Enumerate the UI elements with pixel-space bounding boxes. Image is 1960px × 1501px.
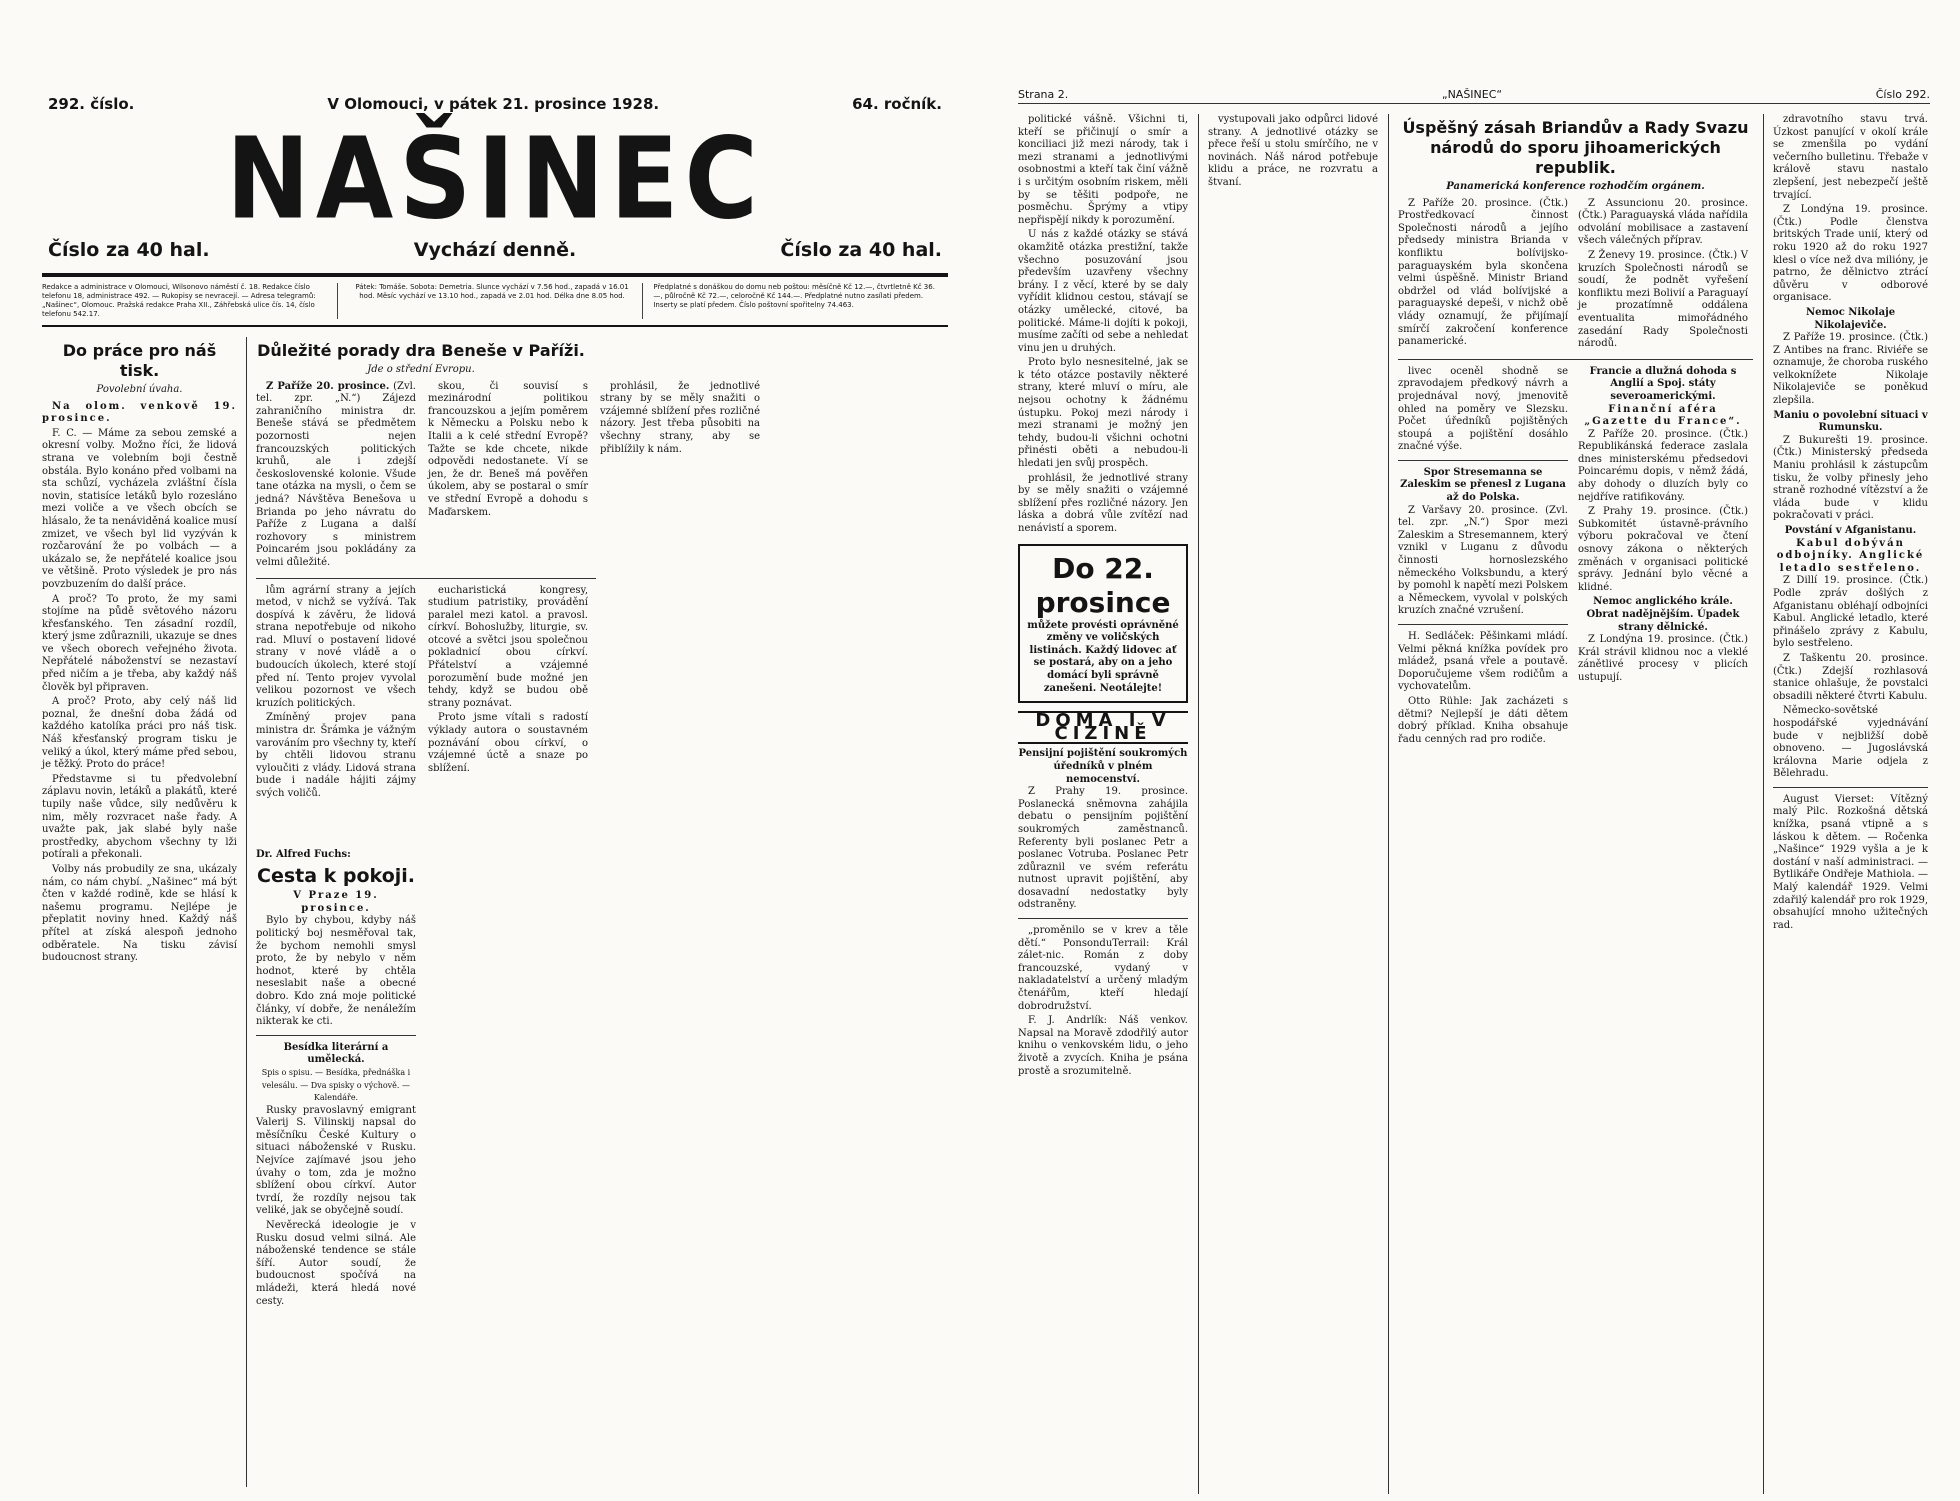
article-paragraph: August Vierset: Vítězný malý Pilc. Rozkošná dětská knížka, psaná vtipně a s láskou k dětem. — Ročenka „Našince“ 1929 vyšla a je k dostání v naší administraci. — Bytlikáře Ondřeje Mathiola. — Malý kalendář 1929. Velmi zdařilý kalendář pro rok 1929, obsahující mnoho užitečných rad.	[1773, 793, 1928, 931]
page2-columns	[1018, 114, 1930, 1501]
issue-number: 292. číslo.	[48, 95, 135, 113]
news-headline: Pensijní pojištění soukromých úředníků v plném nemocenství.	[1018, 748, 1188, 785]
article-column	[428, 585, 588, 1311]
date-place: V Olomouci, v pátek 21. prosince 1928.	[327, 95, 660, 113]
news-paragraph: Z Prahy 19. prosince. (Čtk.) Subkomitét ústavně-právního výboru pokračoval ve čtení osnovy zákona o některých změnách v organisaci politické správy. Jednání bylo věcné a klidné.	[1578, 506, 1748, 593]
news-paragraph: Z Varšavy 20. prosince. (Zvl. tel. zpr. „N.“) Spor mezi Zaleskim a Stresemannem, který vznikl v Luganu z důvodu činnosti hornoslezského německého Volksbundu, a který by pomohl k napětí mezi Polskem a Německem, vyvolal v polských kruzích značné vzrušení.	[1398, 504, 1568, 617]
article-paragraph: Zmíněný projev pana ministra dr. Šrámka je vážným varováním pro všechny ty, kteří by chtěli lidovou stranu vyloučiti z vlády. Lidová strana bude i nadále hájiti zájmy svých voličů.	[256, 712, 416, 799]
article-paragraph: „proměnilo se v krev a těle dětí.“ PonsonduTerrail: Král zálet-nic. Román z doby francouzské, vydaný v nakladatelství a určený mladým čtenářům, kteří hledají dobrodružství.	[1018, 925, 1188, 1012]
article-paragraph: skou, či souvisí s mezinárodní politikou francouzskou a jejím poměrem k Německu a Polsku nebo k Italii a k celé střední Evropě? Tažte se kde chcete, nikde odpovědi nedostanete. Ví se jen, že dr. Beneš má pověřen úkolem, aby se postaral o smír ve střední Evropě a dohodu s Maďarskem.	[428, 380, 588, 518]
article-paragraph: prohlásil, že jednotlivé strany by se měly snažiti o vzájemné sblížení přes rozličné názory. Jest třeba působiti na všechny strany, aby se přiblížily k nám.	[600, 380, 760, 455]
section-rule	[1018, 918, 1188, 919]
masthead-rule-bottom	[42, 325, 948, 327]
column-rule	[1388, 114, 1389, 1494]
section-rule	[1773, 787, 1928, 788]
voter-list-notice	[1018, 544, 1188, 704]
article-paragraph: Z Ženevy 19. prosince. (Čtk.) V kruzích Společnosti národů se soudí, že podnět vyřešení konfliktu mezi Bolivií a Paraguayí je prozatímně oddálena eventualita mimořádného zasedání Rady Společnosti národů.	[1578, 249, 1748, 350]
article-paragraph: Nevěrecká ideologie je v Rusku dosud velmi silná. Ale náboženské tendence se stále šíří. Autor soudí, že budoucnost spočívá na mládeži, která hledá nové cesty.	[256, 1220, 416, 1307]
notice-text: můžete provésti oprávněné změny ve voličských listinách. Každý lidovec ať se postará, aby on a jeho domácí byli správně zanešeni. Neotálejte!	[1027, 619, 1179, 694]
article-column	[428, 381, 588, 572]
article-title: Do práce pro náš tisk.	[62, 341, 217, 380]
article-column	[256, 585, 416, 1311]
news-paragraph: Z Dillí 19. prosince. (Čtk.) Podle zpráv došlých z Afganistanu obléhají odbojníci Kabul. Anglické letadlo, které přinášelo zprávy z Kabulu, bylo sestřeleno.	[1773, 575, 1928, 650]
news-paragraph: Z Prahy 19. prosince. Poslanecká sněmovna zahájila debatu o pensijním pojištění soukromých zaměstnanců. Referenty byli poslanec Petr a poslanec Votruba. Poslanec Petr zdůraznil ve svém referátu nutnost upravit pojištění, aby dosavadní nedostatky byly odstraněny.	[1018, 786, 1188, 911]
news-paragraph: Německo-sovětské hospodářské vyjednávání bude v nejbližší době obnoveno. — Jugoslávská královna Marie odjela z Bělehradu.	[1773, 705, 1928, 780]
price-right: Číslo za 40 hal.	[780, 239, 942, 261]
article-column	[600, 381, 760, 572]
news-paragraph: Z Londýna 19. prosince. (Čtk.) Král strávil klidnou noc a vleklé zánětlivé procesy v plicích ustupují.	[1578, 634, 1748, 683]
article-column	[1578, 366, 1748, 749]
news-headline: Spor Stresemanna se Zaleskim se přenesl z Lugana až do Polska.	[1400, 466, 1566, 504]
page-paper-name: „NAŠINEC“	[1441, 88, 1503, 101]
feuilleton-subheading: Spis o spisu. — Besídka, přednáška i velesálu. — Dva spisky o výchově. — Kalendáře.	[261, 1067, 411, 1103]
article-paragraph: A proč? Proto, aby celý náš lid poznal, že dnešní doba žádá od každého katolíka práci pro náš tisk. Náš křesťanský program tisku je veliký a úkol, který máme před sebou, je těžký. Proto do práce!	[42, 696, 237, 771]
article-column	[1578, 198, 1748, 353]
front-columns	[42, 337, 948, 1497]
column-rule	[246, 337, 247, 1487]
article-paragraph: Volby nás probudily ze sna, ukázaly nám, co nám chybí. „Našinec“ má být čten v každé rodině, kde se hlásí k našemu programu. Nejlépe je přeplatit noviny hned. Každý náš přítel at získá alespoň jednoho odběratele. Na tisku závisí budoucnost strany.	[42, 863, 237, 964]
lower-row	[1398, 366, 1753, 749]
section-rule	[1398, 359, 1753, 360]
article-title: Úspěšný zásah Briandův a Rady Svazu národů do sporu jihoamerických republik.	[1402, 118, 1749, 177]
lower-row	[256, 585, 946, 1311]
article-paragraph: Proto bylo nesnesitelné, jak se k této otázce postavily některé strany, které mluví o míru, ale nejsou ochotny k žádnému ústupku. Pokoj mezi národy i mezi stranami je možný jen tehdy, budou-li všichni ochotni přinésti oběti a nebudou-li hledati jen svůj prospěch.	[1018, 357, 1188, 470]
section-rule	[256, 1035, 416, 1036]
article-paragraph: Představme si tu předvolební záplavu novin, letáků a plakátů, které tupily naše vůdce, sily nedůvěru k nim, měly rozvracet naše řady. A uvažte pak, jak slabé byly naše prostředky, abychom všechny ty lži potírali a překonali.	[42, 773, 237, 861]
column-e	[1773, 114, 1928, 934]
article-paragraph: A proč? To proto, že my sami stojíme na půdě světového názoru křesťanského. Ten zásadní rozdíl, který jsme zdůraznili, ukazuje se dnes ve všech oborech veřejného života. Nepřátelé náboženství se nezastaví před ničím a je třeba, aby každý náš člověk byl připraven.	[42, 593, 237, 693]
article-paragraph: vystupovali jako odpůrci lidové strany. A jednotlivé otázky se přece řeší u stolu smírčího, ne v novinách. Náš národ potřebuje klidu a práce, ne rozvratu a štvaní.	[1208, 114, 1378, 188]
section-heading: DOMA I V CIZINĚ	[1018, 711, 1188, 744]
column-b	[1208, 114, 1378, 192]
masthead-rule	[42, 273, 948, 277]
section-rule	[1398, 624, 1568, 625]
article-paragraph: (Zvl. tel. zpr. „N.“) Zájezd zahraničního ministra dr. Beneše stává se předmětem pozornosti nejen francouzských politických kruhů, ale i zdejší československé kolonie. Všude tane otázka na mysli, o čem se jedná? Návštěva Benešova u Brianda po jeho návratu do Paříže z Lugana a další rozhovory s ministrem Poincarém jsou pokládány za velmi důležité.	[256, 380, 416, 568]
article-paragraph: Z Paříže 20. prosince. (Čtk.) Prostředkovací činnost Společnosti národů a jejího předsedy ministra Brianda v konfliktu bolívijsko-paraguayském byla skončena velmi úspěšně. Ministr Briand obdržel od vlád bolívijské a paraguayské depeši, v nichž obě vlády oznamují, že přijímají smírčí zakročení konference panamerické.	[1398, 197, 1568, 348]
article-paragraph: Z Assuncionu 20. prosince. (Čtk.) Paraguayská vláda nařídila odvolání mobilisace a zastavení všech válečných příprav.	[1578, 197, 1748, 247]
info-calendar: Pátek: Tomáše. Sobota: Demetria. Slunce vychází v 7.56 hod., zapadá v 16.01 hod. Měsíc vychází ve 13.10 hod., zapadá ve 2.01 hod. Délka dne 8.05 hod.	[348, 283, 644, 319]
news-paragraph: Z Paříže 19. prosince. (Čtk.) Z Antibes na franc. Riviéře se oznamuje, že choroba ruského velkoknížete Nikolaje Nikolajeviče se poněkud zlepšila.	[1773, 332, 1928, 407]
article-dateline: Z Paříže 20. prosince.	[266, 380, 390, 392]
section-rule	[256, 578, 596, 579]
article-paragraph: Z Londýna 19. prosince. (Čtk.) Podle členstva britských Trade unií, který od roku 1920 až do roku 1927 klesl o více než dva milióny, je patrno, že dělnictvo ztrácí důvěru v odborové organisace.	[1773, 204, 1928, 304]
news-paragraph: Z Bukurešti 19. prosince. (Čtk.) Ministerský předseda Maniu prohlásil k zástupcům tisku, že volby přinesly jeho straně rozhodné vítězství a že vláda bude v klidu pokračovati v práci.	[1773, 434, 1928, 522]
news-paragraph: Z Taškentu 20. prosince. (Čtk.) Zdejší rozhlasová stanice ohlašuje, že povstalci obsadili některé čtvrti Kabulu.	[1773, 652, 1928, 702]
volume-number: 64. ročník.	[852, 95, 942, 113]
article-paragraph: Proto jsme vítali s radostí výklady autora o soustavném poznávání obou církví, o vzájemné úctě a snaze po sblížení.	[428, 712, 588, 774]
article-paragraph: U nás z každé otázky se stává okamžitě otázka prestižní, takže všechno posuzování jsou především uzavřeny všechny brány. I z věcí, které by se daly vyřídit klidnou cestou, stávají se otázky umělecké, citové, ba politické. Máme-li dojíti k pokoji, musíme začíti od sebe a nehledat vinu jen u druhých.	[1018, 229, 1188, 354]
column-c-d	[1398, 114, 1753, 748]
article-paragraph: zdravotního stavu trvá. Úzkost panující v okolí krále se zmenšila po vydání večerního bulletinu. Třebaže v králově stavu nastalo zlepšení, jest nebezpečí ještě trvající.	[1773, 114, 1928, 201]
article-paragraph: Rusky pravoslavný emigrant Valerij S. Vilinskij napsal do měsíčníku České Kultury o situaci náboženské v Rusku. Nejvíce zajímavé jsou jeho úvahy o tom, zda je možno sblížení obou církví. Autor tvrdí, že rozdíly nejsou tak veliké, jak se obyčejně soudí.	[256, 1104, 416, 1217]
second-page	[980, 0, 1960, 1501]
article-column	[1398, 198, 1568, 353]
page-number: Strana 2.	[1018, 88, 1069, 101]
column-a	[1018, 114, 1188, 1080]
article-paragraph: Bylo by chybou, kdyby náš politický boj nesměřoval tak, že bychom nemohli smysl proto, že by nebylo v něm hodnot, které by chtěla neseslabit naše a obecné dobro. Kdo zná moje politické články, ví dobře, že nenáležím nikterak ke cti.	[256, 915, 416, 1028]
article-paragraph: H. Sedláček: Pěšinkami mládí. Velmi pěkná knížka povídek pro mládež, psaná vřele a poutavě. Doporučujeme všem rodičům a vychovatelům.	[1398, 631, 1568, 693]
column-2-4	[256, 337, 946, 1310]
newspaper-title: NAŠINEC	[226, 113, 764, 245]
article-paragraph: eucharistická kongresy, studium patristiky, provádění paralel mezi katol. a pravosl. církví. Bohoslužby, liturgie, sv. otcové a světci jsou společnou pokladnicí obou církví. Přátelství a vzájemné porozumění bude možné jen tehdy, když se budou obě strany poznávat.	[428, 584, 588, 709]
masthead-info-row	[42, 283, 948, 319]
article-subtitle: Panamerická konference rozhodčím orgánem.	[1446, 181, 1705, 192]
price-left: Číslo za 40 hal.	[48, 239, 210, 261]
news-headline: Nemoc anglického krále. Obrat nadějnějším. Úpadek strany dělnické.	[1586, 596, 1740, 633]
article-paragraph: livec oceněl shodně se zpravodajem předkový návrh a projednával nový, jmenovitě ohled na poměry ve Slezsku. Počet úředníků pojištěných stoupá a pojištění dosáhlo značné výše.	[1398, 365, 1568, 453]
article-body-row	[1398, 198, 1753, 353]
article-paragraph: F. J. Andrlík: Náš venkov. Napsal na Moravě zdodřilý autor knihu o venkovském lidu, o jeho životě a zvycích. Kniha je psána prostě a srozumitelně.	[1018, 1015, 1188, 1077]
news-headline: Maniu o povolební situaci v Rumunsku.	[1773, 409, 1928, 434]
page-header	[1018, 88, 1930, 104]
article-dateline: Na olom. venkově 19. prosince.	[42, 400, 237, 425]
article-paragraph: Otto Rühle: Jak zacházeti s dětmi? Nejlepší je dáti dětem dobrý příklad. Kniha obsahuje řadu cenných rad pro rodiče.	[1398, 695, 1568, 745]
article-column	[256, 381, 416, 572]
column-rule	[1763, 114, 1764, 1494]
article-paragraph: prohlásil, že jednotlivé strany by se měly snažiti o vzájemné sblížení přes rozličné názory. Jen láska a dobrá vůle zvítězí nad nenávistí a sporem.	[1018, 472, 1188, 534]
article-author: Dr. Alfred Fuchs:	[256, 848, 351, 860]
article-subtitle: Povolební úvaha.	[96, 384, 183, 395]
news-headline: Nemoc Nikolaje Nikolajeviče.	[1805, 306, 1896, 331]
article-subtitle: Jde o střední Evropu.	[367, 364, 475, 375]
article-title: Cesta k pokoji.	[257, 865, 415, 888]
article-column	[1398, 366, 1568, 749]
article-paragraph: politické vášně. Všichni ti, kteří se přičinují o smír a konciliaci již mezi národy, tak i mezi stranami a jednotlivými osobnostmi a kteří tak činí vážně i s určitým osobním riskem, měli by se těšiti podpoře, ne posměchu. Šprýmy a vtipy nepřispějí nikdy k porozumění.	[1018, 114, 1188, 226]
article-paragraph: lům agrární strany a jejích metod, v nichž se vyžívá. Tak dospívá k závěru, že lidová strana nepotřebuje od nikoho rad. Mluví o postavení lidové strany v nové vládě a o budoucích úkolech, které stojí před ní. Tento projev vyvolal velikou pozornost ve všech kruzích politických.	[256, 584, 416, 709]
column-1	[42, 337, 237, 967]
article-body-row	[256, 381, 946, 572]
article-title: Důležité porady dra Beneše v Paříži.	[257, 341, 585, 360]
section-rule	[1398, 460, 1568, 461]
info-subscription: Předplatné s donáškou do domu neb poštou: měsíčně Kč 12.—, čtvrtletně Kč 36.—, půlročně Kč 72.—, celoročně Kč 144.—. Předplatné nutno zasílati předem. Inserty se platí předem. Číslo poštovní spořitelny 74.463.	[653, 283, 935, 309]
news-subheadline: Finanční aféra „Gazette du France“.	[1584, 403, 1742, 428]
news-headline: Povstání v Afganistanu.	[1784, 525, 1917, 536]
news-paragraph: Z Paříže 20. prosince. (Čtk.) Republikánská federace zaslala dnes ministerskému předsedovi Poincarému dopis, v němž žádá, aby dohody o dluzích byly co nejdříve ratifikovány.	[1578, 428, 1748, 503]
article-dateline: V Praze 19. prosince.	[293, 890, 379, 914]
notice-title: Do 22. prosince	[1035, 551, 1171, 619]
daily-notice: Vychází denně.	[413, 239, 577, 261]
article-column	[600, 585, 760, 1311]
info-editorial: Redakce a administrace v Olomouci, Wilsonovo náměstí č. 18. Redakce číslo telefonu 18, administrace 492. — Rukopisy se nevracejí. — Adresa telegramů: „Našinec“, Olomouc. Pražská redakce Praha XII., Záhřebská ulice čís. 14, číslo telefonu 542.17.	[42, 283, 338, 319]
news-headline: Francie a dlužná dohoda s Anglií a Spoj. státy severoamerickými.	[1589, 365, 1737, 402]
column-rule	[1198, 114, 1199, 1494]
page-issue: Číslo 292.	[1875, 88, 1930, 101]
masthead-top-line	[42, 95, 948, 113]
news-subheadline: Kabul dobýván odbojníky. Anglické letadlo sestřeleno.	[1776, 537, 1925, 574]
article-paragraph: F. C. — Máme za sebou zemské a okresní volby. Možno říci, že lidová strana ve volebním boji čestně obstála. Bylo konáno před volbami na sta schůzí, vycházela zvláštní čísla novin, statisíce letáků bylo rozesláno mezi voliče a ve všech obcích se hlásalo, že ta nenáviděná koalice musí zmizet, ve všech byl lid vyzýván k rozčarování že po volbách — a ukázalo se, že nepřátelé koalice jsou ve většině. Proto výsledek je pro nás povzbuzením do další práce.	[42, 427, 237, 590]
feuilleton-heading: Besídka literární a umělecká.	[283, 1041, 389, 1066]
